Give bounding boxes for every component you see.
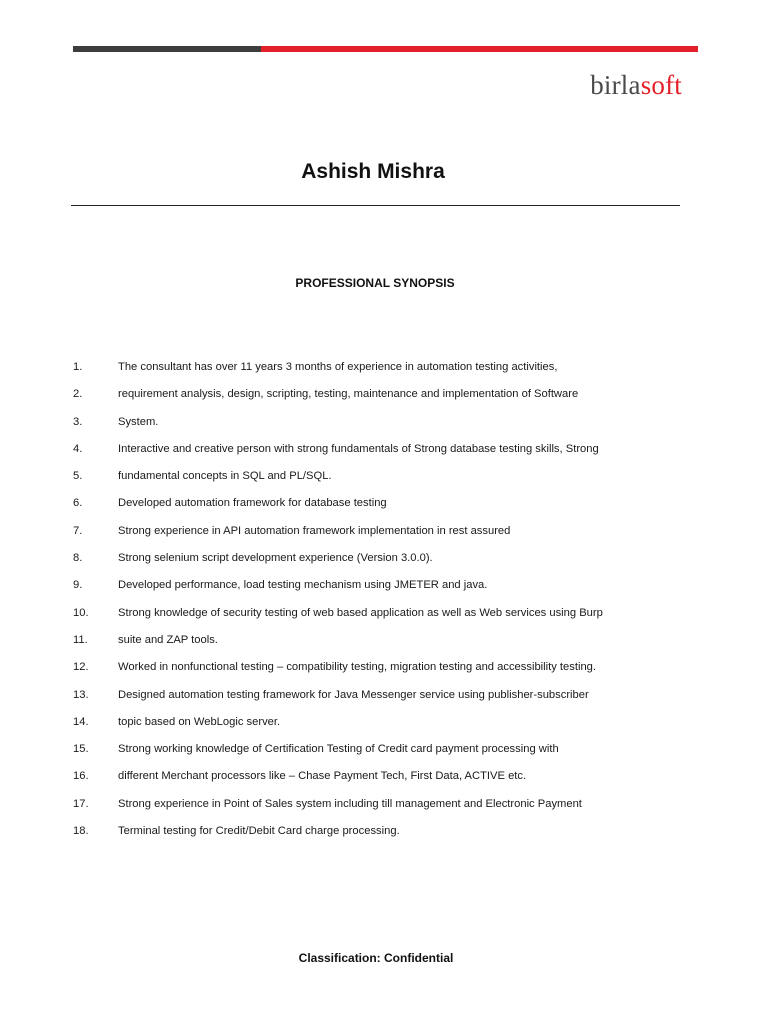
list-item-number: 14.	[73, 715, 89, 728]
list-item-number: 18.	[73, 825, 89, 838]
header-bar-dark-segment	[73, 46, 261, 52]
synopsis-list	[73, 360, 713, 851]
list-item	[73, 715, 713, 742]
list-item-number: 17.	[73, 797, 89, 810]
list-item-text: Strong experience in Point of Sales system including till management and Electronic Payment	[118, 797, 582, 810]
list-item-number: 15.	[73, 743, 89, 756]
list-item-text: different Merchant processors like – Chase Payment Tech, First Data, ACTIVE etc.	[118, 770, 527, 783]
list-item-text: Worked in nonfunctional testing – compatibility testing, migration testing and accessibility testing.	[118, 661, 596, 674]
list-item-text: fundamental concepts in SQL and PL/SQL.	[118, 470, 332, 483]
logo-text-birla: birla	[590, 70, 641, 100]
list-item-text: Strong experience in API automation framework implementation in rest assured	[118, 524, 511, 537]
list-item-text: Terminal testing for Credit/Debit Card charge processing.	[118, 825, 400, 838]
list-item-text: Developed automation framework for database testing	[118, 497, 387, 510]
list-item-number: 2.	[73, 388, 83, 401]
list-item-text: Strong knowledge of security testing of web based application as well as Web services using Burp	[118, 606, 603, 619]
list-item-text: System.	[118, 415, 159, 428]
list-item-text: The consultant has over 11 years 3 months of experience in automation testing activities,	[118, 361, 558, 373]
list-item-text: Designed automation testing framework for Java Messenger service using publisher-subscriber	[118, 688, 589, 701]
list-item	[73, 606, 713, 633]
birlasoft-logo	[590, 72, 682, 99]
list-item-number: 8.	[73, 552, 83, 565]
list-item-text: requirement analysis, design, scripting, testing, maintenance and implementation of Software	[118, 388, 579, 401]
list-item-number: 11.	[73, 633, 88, 646]
list-item-number: 16.	[73, 770, 89, 783]
list-item	[73, 496, 713, 523]
list-item	[73, 660, 713, 687]
list-item-number: 6.	[73, 497, 83, 510]
list-item	[73, 578, 713, 605]
list-item	[73, 524, 713, 551]
list-item-text: suite and ZAP tools.	[118, 633, 218, 646]
list-item-number: 9.	[73, 579, 83, 592]
list-item	[73, 824, 713, 851]
list-item-text: Strong working knowledge of Certification Testing of Credit card payment processing with	[118, 743, 559, 756]
list-item-text: Strong selenium script development experience (Version 3.0.0).	[118, 552, 433, 565]
list-item-text: Interactive and creative person with strong fundamentals of Strong database testing skills, Strong	[118, 442, 599, 455]
list-item-text: topic based on WebLogic server.	[118, 715, 281, 728]
classification-footer: Classification: Confidential	[298, 951, 454, 965]
list-item-number: 13.	[73, 688, 89, 701]
list-item-text: Developed performance, load testing mechanism using JMETER and java.	[118, 579, 488, 592]
header-bar-red-segment	[261, 46, 698, 52]
list-item	[73, 415, 713, 442]
list-item-number: 12.	[73, 661, 89, 674]
list-item	[73, 442, 713, 469]
list-item-number: 1.	[73, 361, 83, 373]
list-item-number: 4.	[73, 442, 83, 455]
list-item	[73, 633, 713, 660]
title-divider	[71, 205, 680, 206]
list-item-number: 7.	[73, 524, 83, 537]
list-item	[73, 469, 713, 496]
list-item	[73, 551, 713, 578]
header-color-bar	[73, 46, 698, 52]
list-item	[73, 769, 713, 796]
candidate-name: Ashish Mishra	[301, 160, 445, 183]
section-title: PROFESSIONAL SYNOPSIS	[295, 276, 455, 290]
logo-text-soft: soft	[640, 70, 682, 100]
list-item-number: 3.	[73, 415, 83, 428]
list-item-number: 10.	[73, 606, 89, 619]
list-item	[73, 742, 713, 769]
list-item	[73, 688, 713, 715]
list-item	[73, 360, 713, 387]
list-item	[73, 387, 713, 414]
list-item	[73, 797, 713, 824]
list-item-number: 5.	[73, 470, 83, 483]
